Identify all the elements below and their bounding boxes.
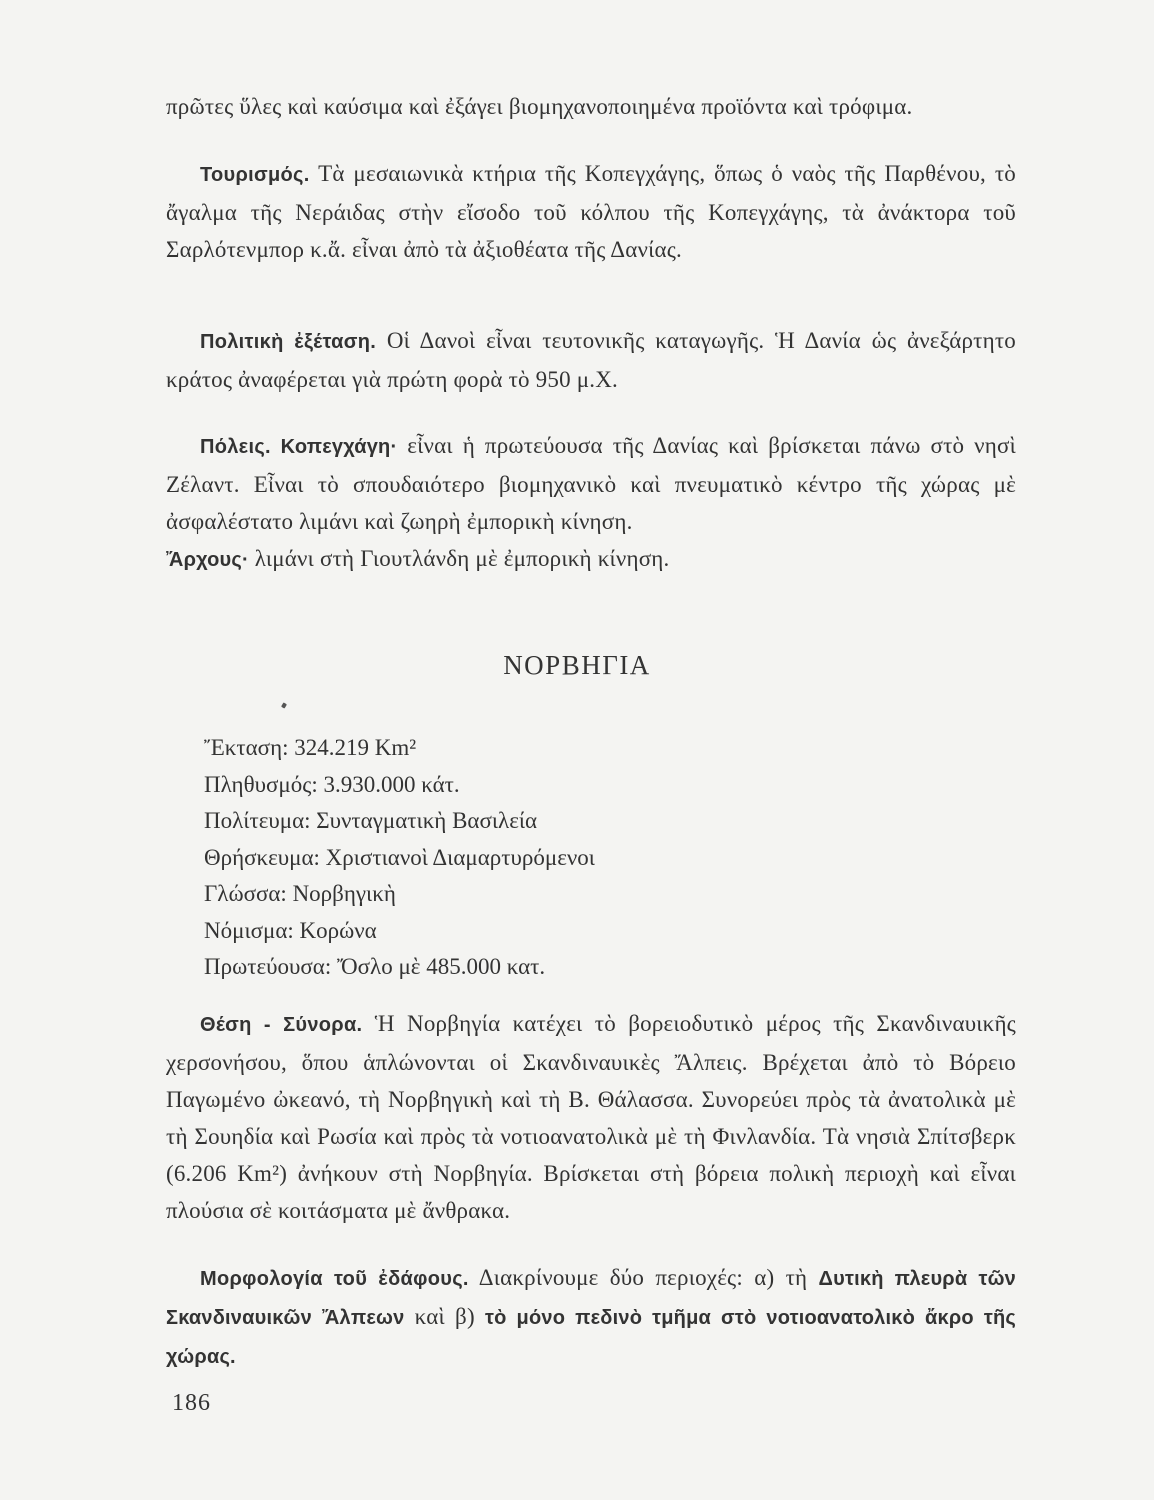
section-heading-position: Θέση - Σύνορα. [200, 1014, 363, 1036]
paragraph-text: Οἱ Δανοὶ εἶναι τευτονικῆς καταγωγῆς. Ἡ Δανία ὡς ἀνεξάρτητο κράτος ἀναφέρεται γιὰ πρώτη φορὰ τὸ 950 μ.Χ. [166, 328, 1016, 392]
city-name-copenhagen: Κοπεγχάγη· [270, 436, 398, 458]
section-heading-morphology: Μορφολογία τοῦ ἐδάφους. [200, 1268, 469, 1290]
paragraph-political [166, 322, 1016, 398]
fact-government: Πολίτευμα: Συνταγματικὴ Βασιλεία [204, 808, 538, 833]
section-title-norway: ΝΟΡΒΗΓΙΑ [503, 650, 651, 680]
region-west: Δυτικὴ πλευρὰ τῶν Σκανδιναυικῶν Ἄλπεων [166, 1268, 1016, 1329]
fact-population: Πληθυσμός: 3.930.000 κάτ. [204, 771, 460, 797]
print-speck [281, 702, 287, 708]
fact-currency: Νόμισμα: Κορώνα [204, 917, 377, 943]
section-heading-tourism: Τουρισμός. [200, 164, 310, 186]
country-facts-list [204, 730, 904, 986]
fact-religion: Θρήσκευμα: Χριστιανοὶ Διαμαρτυρόμενοι [204, 844, 595, 870]
section-heading-political: Πολιτικὴ ἐξέταση. [200, 331, 377, 353]
section-heading-cities: Πόλεις. [200, 436, 271, 458]
paragraph-text: εἶναι ἡ πρωτεύουσα τῆς Δανίας καὶ βρίσκεται πάνω στὸ νησὶ Ζέλαντ. Εἶναι τὸ σπουδαιότερο βιομηχανικὸ καὶ πνευματικὸ κέντρο τῆς χώρας μὲ ἀσφαλέστατο λιμάνι καὶ ζωηρὴ ἐμπορικὴ κίνηση. [166, 433, 1016, 534]
paragraph-text: Ἡ Νορβηγία κατέχει τὸ βορειοδυτικὸ μέρος τῆς Σκανδιναυικῆς χερσονήσου, ὅπου ἁπλώνονται οἱ Σκανδιναυικὲς Ἄλπεις. Βρέχεται ἀπὸ τὸ Βόρειο Παγωμένο ὠκεανό, τὴ Νορβηγικὴ καὶ τὴ Β. Θάλασσα. Συνορεύει πρὸς τὰ ἀνατολικὰ μὲ τὴ Σουηδία καὶ Ρωσία καὶ πρὸς τὰ νοτιοανατολικὰ μὲ τὴ Φινλανδία. Τὰ νησιὰ Σπίτσβερκ (6.206 Km²) ἀνήκουν στὴ Νορβηγία. Βρίσκεται στὴ βόρεια πολικὴ περιοχὴ καὶ εἶναι πλούσια σὲ κοιτάσματα μὲ ἄνθρακα. [166, 1011, 1016, 1223]
region-southeast: τὸ μόνο πεδινὸ τμῆμα στὸ νοτιοανατολικὸ ἄκρο τῆς χώρας. [166, 1307, 1016, 1368]
paragraph-text: καὶ β) [404, 1304, 485, 1329]
fact-capital: Πρωτεύουσα: Ὄσλο μὲ 485.000 κατ. [204, 954, 546, 979]
paragraph-text: Διακρίνουμε δύο περιοχές: α) τὴ [468, 1265, 819, 1290]
paragraph-text: πρῶτες ὕλες καὶ καύσιμα καὶ ἐξάγει βιομηχανοποιημένα προϊόντα καὶ τρόφιμα. [166, 94, 913, 119]
paragraph-cities [166, 427, 1016, 579]
paragraph-text: Τὰ μεσαιωνικὰ κτήρια τῆς Κοπεγχάγης, ὅπως ὁ ναὸς τῆς Παρθένου, τὸ ἄγαλμα τῆς Νεράιδας στὴν εἴσοδο τοῦ κόλπου τῆς Κοπεγχάγης, τὰ ἀνάκτορα τοῦ Σαρλότενμπορ κ.ἄ. εἶναι ἀπὸ τὰ ἀξιοθέατα τῆς Δανίας. [166, 161, 1016, 262]
paragraph-tourism [166, 155, 1016, 268]
city-name-aarhus: Ἄρχους· [166, 549, 249, 571]
paragraph-text: λιμάνι στὴ Γιουτλάνδη μὲ ἐμπορικὴ κίνηση. [248, 546, 670, 571]
paragraph-morphology [166, 1259, 1016, 1376]
paragraph-exports [166, 88, 1016, 125]
fact-language: Γλώσσα: Νορβηγικὴ [204, 881, 396, 906]
page-number: 186 [172, 1390, 211, 1416]
paragraph-position [166, 1005, 1016, 1229]
fact-area: Ἔκταση: 324.219 Km² [204, 735, 417, 760]
